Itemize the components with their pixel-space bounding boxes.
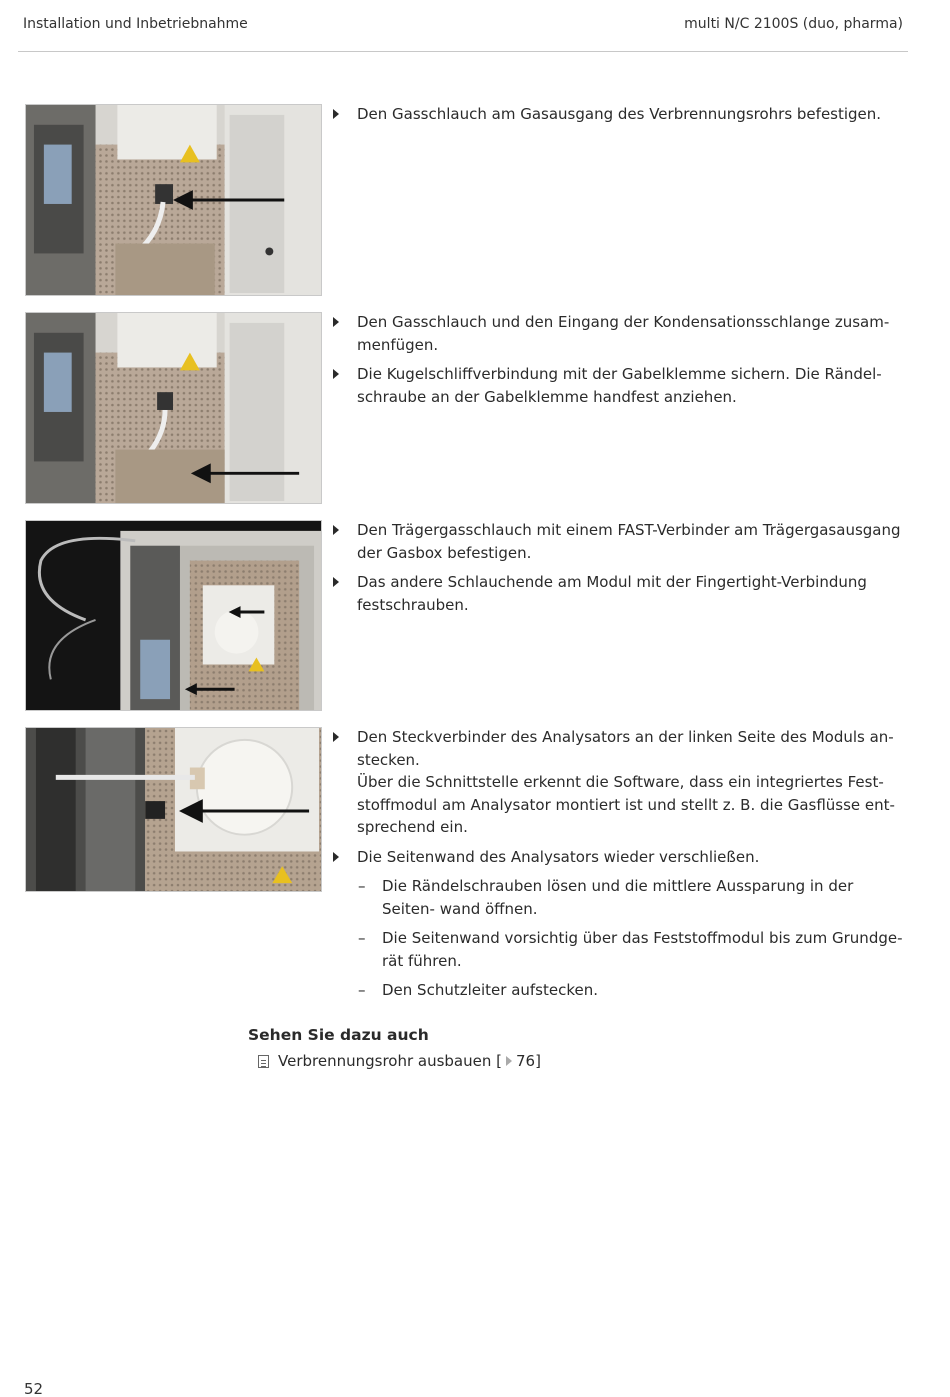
chapter-title: Installation und Inbetriebnahme [23, 16, 248, 32]
product-title: multi N/C 2100S (duo, pharma) [684, 16, 903, 32]
step: Den Steckverbinder des Analysators an der linken Seite des Moduls an- stecken. Über die Schnittstelle erkennt die Software, dass ein integriertes Fest- stoffmodul am Analysator montiert ist und stellt z. B. die Gasflüsse ent- sprechend ein. [330, 726, 910, 839]
photo-analyzer-connector [25, 727, 322, 892]
instruction-block-1 [330, 103, 910, 133]
step-bullet-icon [333, 369, 339, 379]
step: Das andere Schlauchende am Modul mit der Fingertight-Verbindung festschrauben. [330, 571, 910, 616]
step-bullet-icon [333, 852, 339, 862]
see-also-link-text[interactable]: Verbrennungsrohr ausbauen [ [278, 1052, 502, 1070]
substep-dash: – [358, 981, 366, 999]
document-icon [258, 1055, 269, 1068]
step-bullet-icon [333, 732, 339, 742]
page-number: 52 [24, 1380, 44, 1397]
see-also-link[interactable] [248, 1052, 541, 1070]
step: Den Gasschlauch am Gasausgang des Verbrennungsrohrs befestigen. [330, 103, 910, 126]
step: Die Seitenwand des Analysators wieder verschließen. [330, 846, 910, 869]
see-also-heading: Sehen Sie dazu auch [248, 1026, 429, 1044]
step: Den Gasschlauch und den Eingang der Kondensationsschlange zusam- menfügen. [330, 311, 910, 356]
substep: – Die Seitenwand vorsichtig über das Feststoffmodul bis zum Grundge- rät führen. [358, 929, 903, 970]
step-bullet-icon [333, 109, 339, 119]
instruction-block-2 [330, 311, 910, 415]
step: Den Trägergasschlauch mit einem FAST-Verbinder am Trägergasausgang der Gasbox befestigen. [330, 519, 910, 564]
photo-gas-outlet [25, 104, 322, 296]
substep-dash: – [358, 929, 366, 947]
see-also-section [248, 1026, 541, 1070]
step-bullet-icon [333, 577, 339, 587]
substep: – Den Schutzleiter aufstecken. [330, 979, 910, 1002]
page-ref-arrow-icon [506, 1056, 512, 1066]
substep: – Die Rändelschrauben lösen und die mittlere Aussparung in der Seiten- wand öffnen. [358, 877, 854, 918]
instruction-block-4 [330, 726, 910, 1009]
substep-dash: – [358, 877, 366, 895]
step-bullet-icon [333, 317, 339, 327]
see-also-page-ref[interactable]: 76] [516, 1052, 541, 1070]
photo-condensation-coil [25, 312, 322, 504]
instruction-block-3 [330, 519, 910, 623]
step: Die Kugelschliffverbindung mit der Gabelklemme sichern. Die Rändel- schraube an der Gabelklemme handfest anziehen. [330, 363, 910, 408]
step-bullet-icon [333, 525, 339, 535]
page-header [18, 0, 908, 52]
photo-carrier-gas-hose [25, 520, 322, 711]
